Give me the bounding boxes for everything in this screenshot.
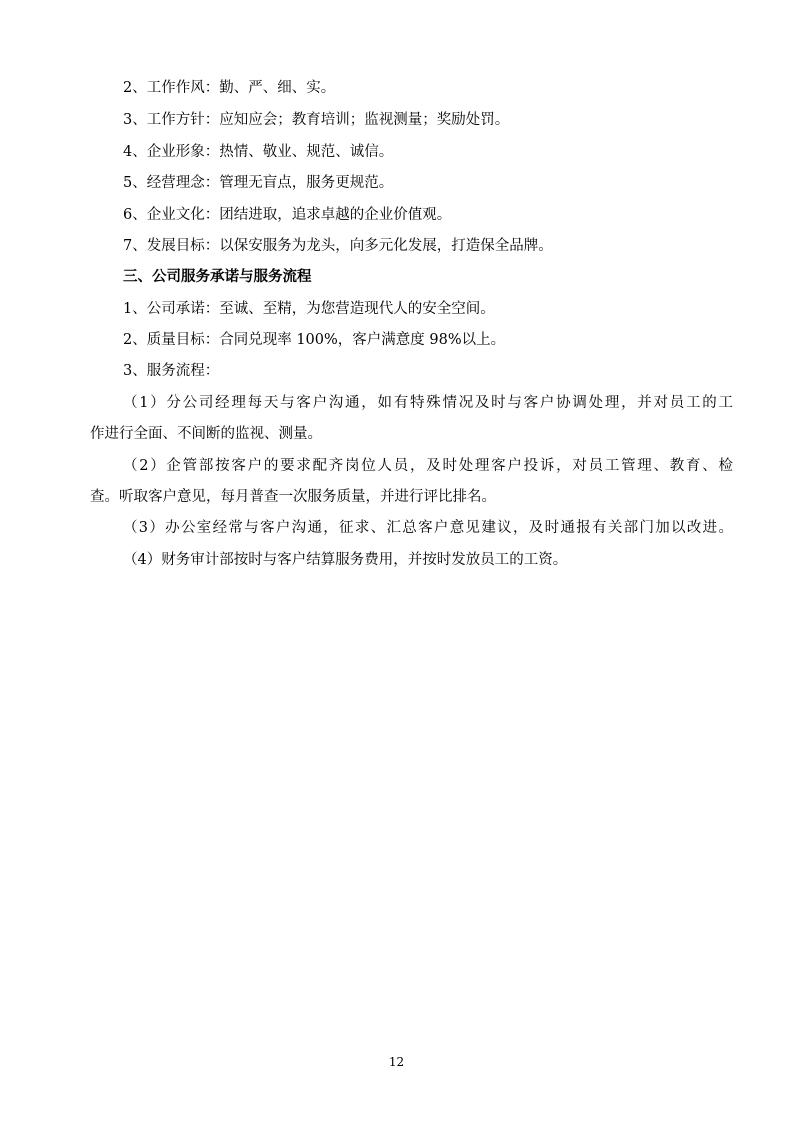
section-heading: 三、公司服务承诺与服务流程: [123, 269, 312, 285]
process-step-1-line-1: （1）分公司经理每天与客户沟通，如有特殊情况及时与客户协调处理，并对员工的工: [123, 395, 733, 411]
process-step-1-line-2: 作进行全面、不间断的监视、测量。: [90, 426, 322, 442]
quality-goal-line: 2、质量目标：合同兑现率 100%，客户满意度 98%以上。: [123, 332, 506, 348]
business-philosophy-line: 5、经营理念：管理无盲点，服务更规范。: [123, 175, 394, 191]
process-step-2-line-2: 查。听取客户意见，每月普查一次服务质量，并进行评比排名。: [90, 489, 496, 505]
process-step-4-line: （4）财务审计部按时与客户结算服务费用，并按时发放员工的工资。: [123, 552, 568, 568]
development-goal-line: 7、发展目标：以保安服务为龙头，向多元化发展，打造保全品牌。: [123, 238, 553, 254]
process-step-3-line: （3）办公室经常与客户沟通，征求、汇总客户意见建议，及时通报有关部门加以改进。: [123, 520, 733, 536]
commitment-line: 1、公司承诺：至诚、至精，为您营造现代人的安全空间。: [123, 301, 495, 317]
corporate-culture-line: 6、企业文化：团结进取，追求卓越的企业价值观。: [123, 207, 452, 223]
process-title-line: 3、服务流程：: [123, 363, 220, 379]
page-number: 12: [388, 1055, 405, 1069]
work-style-line: 2、工作作风：勤、严、细、实。: [123, 80, 336, 96]
corporate-image-line: 4、企业形象：热情、敬业、规范、诚信。: [123, 144, 394, 160]
work-policy-line: 3、工作方针：应知应会；教育培训；监视测量；奖励处罚。: [123, 112, 510, 128]
process-step-2-line-1: （2）企管部按客户的要求配齐岗位人员，及时处理客户投诉，对员工管理、教育、检: [123, 458, 733, 474]
